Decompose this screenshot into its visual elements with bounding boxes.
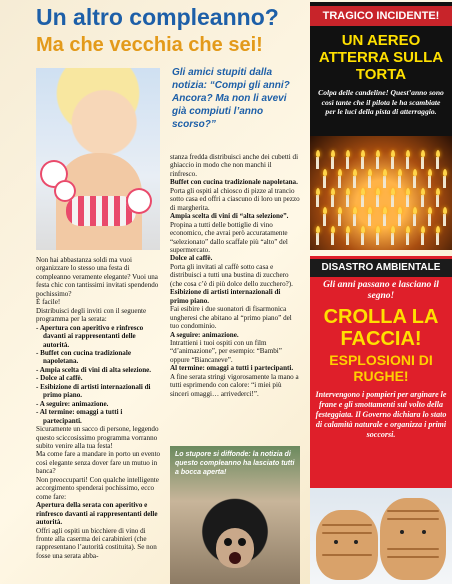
candle [436,195,439,207]
candle-flame [346,188,350,195]
candle [383,176,386,188]
candle-flame [346,226,350,233]
dog-wrinkle [322,524,372,526]
candle [406,195,409,207]
program-item: - Dolce al caffè. [36,374,83,383]
paragraph: Offri agli ospiti un bicchiere di vino di fronte alla caserma dei carabinieri (che rappresentano l’autorità costituita). Se non fosse una serata abba- [36,526,157,560]
surprised-monkey-photo [170,446,300,584]
candle-flame [391,188,395,195]
candle-flame [428,169,432,176]
candle [361,157,364,169]
paragraph: stanza fredda distribuisci anche dei cubetti di ghiaccio in modo che non manchi il rinfresco. [170,153,299,178]
paragraph: Fai esibire i due suonatori di fisarmonica ungheresi che abitano al “primo piano” del tuo condominio. [170,305,292,331]
birthday-woman-photo [36,68,160,250]
candle-flame [316,188,320,195]
candle [361,195,364,207]
candle [323,214,326,226]
candle-flame [316,226,320,233]
paragraph: Sicuramente un sacco di persone, leggendo questo sciccosissimo programma vorranno subito venire alla tua festa! [36,425,159,450]
disaster-headline-2: ESPLOSIONI DI RUGHE! [329,352,433,384]
paragraph: A fine serata stringi vigorosamente la mano a tutti esprimendo con calore: “i miei più sinceri omaggi… arrivederci!”. [170,372,299,398]
section-heading: Al termine: omaggi a tutti i partecipanti. [170,364,294,373]
candle-flame [338,207,342,214]
candle-flame [421,226,425,233]
candle [413,214,416,226]
candle [361,233,364,245]
dog-wrinkle [387,556,440,558]
candle-flame [331,188,335,195]
program-item: - Ampia scelta di vini di alta selezione. [36,365,152,374]
monkey-mouth-shape [229,552,241,564]
candle [316,195,319,207]
candle [376,157,379,169]
candle [368,214,371,226]
dog-eye [400,530,404,534]
candle [376,195,379,207]
candle [323,176,326,188]
candle [421,157,424,169]
candle [353,214,356,226]
candle [443,214,446,226]
program-item: - A seguire: animazione. [36,399,109,408]
program-item: - Apertura con aperitivo e rinfresco davanti ai rappresentanti delle autorità. [36,323,144,349]
dog-eye [334,540,338,544]
candle [376,233,379,245]
candle-flame [391,150,395,157]
candle [413,176,416,188]
photo-cream-shape [54,180,76,202]
wrinkled-dogs-photo [310,488,452,584]
disaster-tag: DISASTRO AMBIENTALE [310,259,452,277]
candle-flame [383,169,387,176]
section-heading: Apertura della serata con aperitivo e rinfresco davanti ai rappresentanti delle autorità. [36,501,158,527]
dog-wrinkle [322,532,372,534]
dog-wrinkle [387,548,440,550]
candle [368,176,371,188]
sidebar-box-incident [310,2,452,250]
candle-flame [338,169,342,176]
candles-cake-photo [310,136,452,250]
article-column-right [170,153,300,398]
candle [421,233,424,245]
candle-flame [368,207,372,214]
candle [316,157,319,169]
candle [406,157,409,169]
candle [338,214,341,226]
candle-flame [421,150,425,157]
candle-flame [428,207,432,214]
candle-flame [383,207,387,214]
candle-flame [368,169,372,176]
candle-flame [346,150,350,157]
incident-headline: UN AEREO ATTERRA SULLA TORTA [318,32,444,83]
program-item: - Buffet con cucina tradizionale napoletana. [36,348,131,366]
candle [346,195,349,207]
candle [428,176,431,188]
candle [338,176,341,188]
incident-tag: TRAGICO INCIDENTE! [310,6,452,26]
dog-shape [380,498,446,580]
candle [436,233,439,245]
sidebar-box-disaster [310,256,452,584]
program-item: - Esibizione di artisti internazionali di primo piano. [36,382,151,400]
monkey-eye-shape [224,538,232,546]
monkey-eye-shape [238,538,246,546]
candle [398,176,401,188]
candle [316,233,319,245]
section-heading: Ampia scelta di vini di “alta selezione”. [170,212,289,221]
candle-flame [436,226,440,233]
candle-flame [436,188,440,195]
candle [391,233,394,245]
photo-cream-shape [126,188,152,214]
candle [331,233,334,245]
dog-wrinkle [387,510,440,512]
paragraph: Non hai abbastanza soldi ma vuoi organizzare lo stesso una festa di compleanno veramente elegante? Vuoi una festa chic con tantissimi invitati spendendo pochissimo? [36,256,159,298]
candle-flame [376,150,380,157]
paragraph: Distribuisci degli inviti con il seguente programma per la serata: [36,306,147,324]
candle-flame [361,188,365,195]
dog-eye [422,530,426,534]
candle-flame [353,169,357,176]
candle-flame [406,150,410,157]
program-item: - Al termine: omaggi a tutti i partecipanti. [36,408,123,425]
candle-flame [391,226,395,233]
section-heading: A seguire: animazione. [170,330,239,339]
candle [391,195,394,207]
paragraph: Intrattieni i tuoi ospiti con un film “d’animazione”, per esempio: “Bambi” oppure “Biancaneve”. [170,338,282,364]
candle-flame [436,150,440,157]
dog-wrinkle [387,518,440,520]
candle-flame [361,226,365,233]
section-heading: Buffet con cucina tradizionale napoletana. [170,178,298,187]
candle [406,233,409,245]
candle [436,157,439,169]
candle [391,157,394,169]
paragraph: Non preoccuparti! Con qualche intelligente accorgimento spenderai pochissimo, ecco come fare: [36,475,159,501]
candle-flame [413,169,417,176]
dog-wrinkle [322,554,372,556]
paragraph: Propina a tutti delle bottiglie di vino economico, che avrai però accuratamente “selezionato” dallo scaffale più “alto” del supermercato. [170,220,288,254]
candle-flame [331,150,335,157]
disaster-intro: Gli anni passano e lasciano il segno! [323,280,439,301]
paragraph: È facile! [36,298,61,307]
candle [331,157,334,169]
incident-subhead: Colpa delle candeline! Quest’anno sono così tante che il pilota le ha scambiate per le luci della pista di atterraggio. [318,88,444,116]
candle-flame [331,226,335,233]
candle-flame [323,169,327,176]
candle-flame [353,207,357,214]
page-title: Un altro compleanno? [36,4,279,30]
paragraph: Porta gli invitati al caffè sotto casa e distribuisci a tutti una bustina di zucchero (che cosa c’è di più dolce dello zucchero?). [170,262,293,288]
monkey-face-shape [216,528,254,568]
candle [346,233,349,245]
paragraph: Ma come fare a mandare in porto un evento così elegante senza dover fare un mutuo in banca? [36,450,161,476]
candle-flame [443,207,447,214]
candle-flame [361,150,365,157]
candle [398,214,401,226]
dog-shape [316,510,378,580]
candle-flame [376,188,380,195]
candle-flame [406,188,410,195]
dog-eye [354,540,358,544]
candle [353,176,356,188]
candle-flame [398,169,402,176]
candle [421,195,424,207]
candle-flame [398,207,402,214]
candle-flame [406,226,410,233]
candle [331,195,334,207]
candle-flame [323,207,327,214]
candle [346,157,349,169]
candle-flame [443,169,447,176]
article-column-left [36,256,162,560]
section-heading: Esibizione di artisti internazionali di primo piano. [170,288,281,305]
page-subtitle: Ma che vecchia che sei! [36,34,263,56]
candle-flame [413,207,417,214]
disaster-body: Intervengono i pompieri per arginare le frane e gli smottamenti sul volto della festeggiata. Il Governo dichiara lo stato di calamità naturale e organizza i primi soccorsi. [315,390,447,439]
candle-flame [316,150,320,157]
candle-flame [421,188,425,195]
candle [383,214,386,226]
section-heading: Dolce al caffè. [170,254,213,263]
candle [428,214,431,226]
disaster-headline: CROLLA LA FACCIA! [323,306,439,350]
candle-flame [376,226,380,233]
candle [443,176,446,188]
monkey-caption: Lo stupore si diffonde: la notizia di questo compleanno ha lasciato tutti a bocca aperta! [175,451,295,476]
paragraph: Porta gli ospiti al chiosco di pizze al trancio sotto casa ed offri a ciascuno di loro un pezzo di margherita. [170,186,300,212]
pull-quote: Gli amici stupiti dalla notizia: “Compi gli anni? Ancora? Ma non li avevi già compiuti l’anno scorso?” [172,67,290,130]
